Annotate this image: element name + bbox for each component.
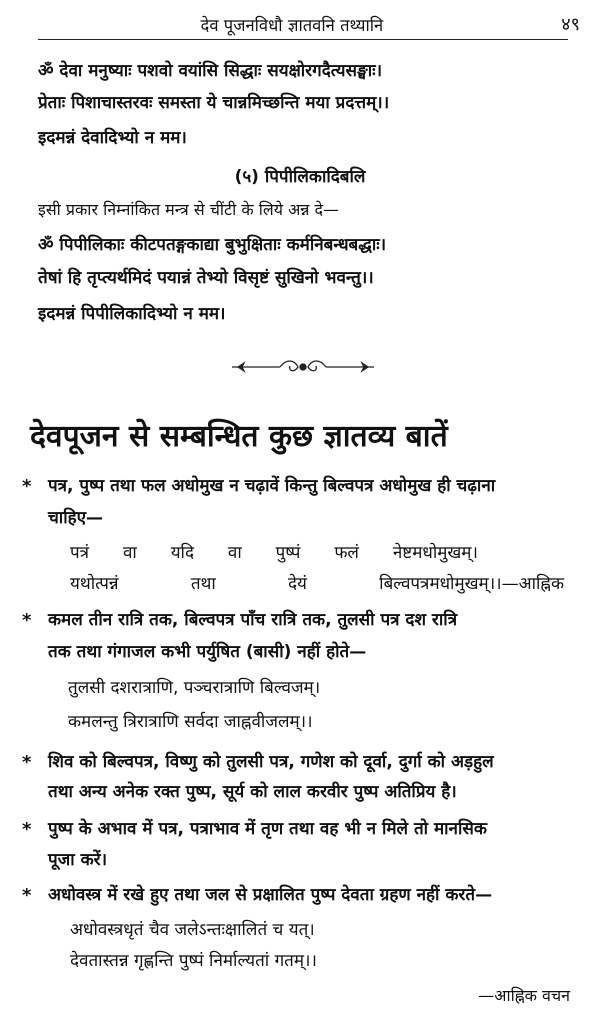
- item4-line1: पुष्प के अभाव में पत्र, पत्राभाव में तृण तथा वह भी न मिले तो मानसिक: [48, 819, 487, 839]
- item5-verse1: अधोवस्त्रधृतं चैव जलेऽन्तःक्षालितं च यत्।: [70, 920, 315, 940]
- item3-line1: शिव को बिल्वपत्र, विष्णु को तुलसी पत्र, गणेश को दूर्वा, दुर्गा को अड़हुल: [48, 752, 494, 772]
- item1-verse2: [70, 576, 564, 593]
- page-number: ४९: [561, 14, 580, 35]
- bullet-icon: *: [22, 476, 32, 497]
- ornament-divider-icon: [228, 357, 378, 377]
- source-citation: —आह्निक वचन: [478, 986, 570, 1005]
- mantra1-line2: प्रेताः पिशाचास्तरवः समस्ता ये चान्नमिच्छन्ति मया प्रदत्तम्।।: [38, 93, 390, 113]
- verse-word: बिल्वपत्रमधोमुखम्।।—आह्निक: [379, 574, 564, 594]
- verse-word: नेष्टमधोमुखम्।: [392, 543, 478, 563]
- mantra1-line3: इदमन्नं देवादिभ्यो न मम।: [38, 128, 187, 148]
- header-rule: [38, 39, 568, 40]
- bullet-icon: *: [22, 610, 32, 631]
- mantra1-line1: ॐ देवा मनुष्याः पशवो वयांसि सिद्धाः सयक्षोरगदैत्यसङ्घाः।: [38, 61, 383, 81]
- verse-word: पत्रं: [70, 543, 90, 563]
- main-heading: देवपूजन से सम्बन्धित कुछ ज्ञातव्य बातें: [30, 419, 448, 454]
- verse-word: वा: [122, 543, 137, 563]
- item2-verse1: तुलसी दशरात्राणि, पञ्चरात्राणि बिल्वजम्।: [68, 678, 321, 698]
- item5-line1: अधोवस्त्र में रखे हुए तथा जल से प्रक्षालित पुष्प देवता ग्रहण नहीं करते—: [48, 885, 493, 905]
- mantra2-line2: तेषां हि तृप्त्यर्थमिदं पयान्नं तेभ्यो विसृष्टं सुखिनो भवन्तु।।: [38, 268, 374, 288]
- verse-word: यदि: [170, 543, 194, 563]
- item4-line2: पूजा करें।: [48, 850, 108, 870]
- item2-line2: तक तथा गंगाजल कभी पर्युषित (बासी) नहीं होते—: [48, 642, 367, 662]
- verse-word: वा: [227, 543, 242, 563]
- instruction-text: इसी प्रकार निम्नांकित मन्त्र से चींटी के लिये अन्न दे—: [38, 200, 339, 219]
- bullet-icon: *: [22, 752, 32, 773]
- item3-line2: तथा अन्य अनेक रक्त पुष्प, सूर्य को लाल करवीर पुष्प अतिप्रिय है।: [48, 782, 457, 802]
- item1-line1: पत्र, पुष्प तथा फल अधोमुख न चढ़ावें किन्तु बिल्वपत्र अधोमुख ही चढ़ाना: [48, 476, 496, 496]
- item2-verse2: कमलन्तु त्रिरात्राणि सर्वदा जाह्नवीजलम्।।: [68, 712, 313, 732]
- verse-word: तथा: [190, 574, 216, 594]
- item2-line1: कमल तीन रात्रि तक, बिल्वपत्र पाँच रात्रि तक, तुलसी पत्र दश रात्रि: [48, 610, 458, 630]
- item1-verse1: [70, 545, 478, 562]
- item1-line2: चाहिए—: [48, 508, 104, 528]
- bullet-icon: *: [22, 819, 32, 840]
- bullet-icon: *: [22, 885, 32, 906]
- section-subheading: (५) पिपीलिकादिबलि: [234, 167, 366, 187]
- item5-verse2: देवतास्तन्न गृह्णन्ति पुष्पं निर्माल्यतां गतम्।।: [70, 951, 317, 971]
- running-title: देव पूजनविधौ ज्ञातवनि तथ्यानि: [200, 16, 384, 36]
- mantra2-line1: ॐ पिपीलिकाः कीटपतङ्गकाद्या बुभुक्षिताः कर्मनिबन्धबद्धाः।: [38, 235, 387, 255]
- verse-word: फलं: [334, 543, 359, 563]
- verse-word: देयं: [288, 574, 307, 594]
- running-header: [0, 10, 600, 40]
- verse-word: यथोत्पन्नं: [70, 574, 119, 594]
- verse-word: पुष्पं: [275, 543, 301, 563]
- mantra2-line3: इदमन्नं पिपीलिकादिभ्यो न मम।: [38, 304, 226, 324]
